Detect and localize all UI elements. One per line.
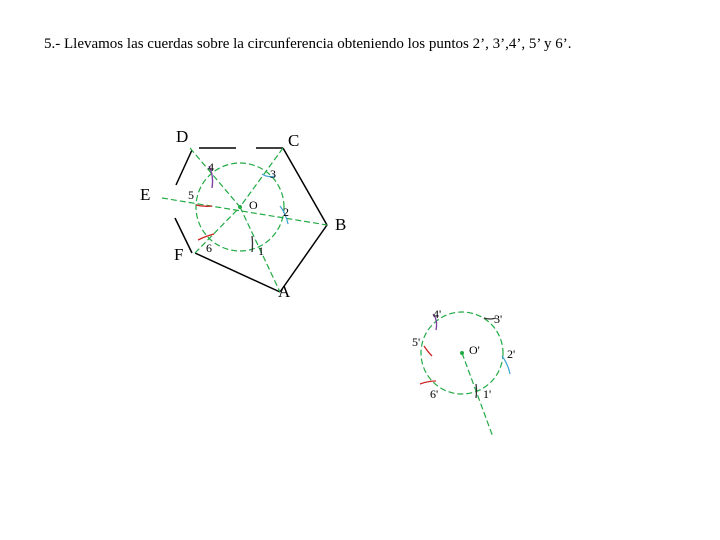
arc-mark-5-prime bbox=[424, 346, 432, 356]
ray-c-o bbox=[240, 148, 283, 207]
caption-text: 5.- Llevamos las cuerdas sobre la circunferencia obteniendo los puntos 2’, 3’,4’, 5’ y 6’. bbox=[44, 36, 572, 52]
center-point-o-prime bbox=[460, 351, 464, 355]
label-o: O bbox=[249, 198, 258, 212]
polygon-outline bbox=[175, 148, 327, 292]
label-o-prime: O' bbox=[469, 343, 480, 357]
label-point-5: 5 bbox=[188, 188, 194, 202]
label-point-2-prime: 2' bbox=[507, 347, 516, 361]
ray-f-o bbox=[195, 207, 240, 253]
label-point-6: 6 bbox=[206, 241, 212, 255]
label-f: F bbox=[174, 245, 184, 264]
arc-mark-6 bbox=[198, 234, 214, 240]
label-point-6-prime: 6' bbox=[430, 387, 439, 401]
label-d: D bbox=[176, 127, 189, 146]
edge-d-e bbox=[176, 150, 192, 185]
label-point-4: 4 bbox=[208, 160, 214, 174]
label-c: C bbox=[288, 131, 300, 150]
polygon-figure bbox=[140, 127, 346, 301]
label-point-1: 1 bbox=[258, 244, 264, 258]
label-point-4-prime: 4' bbox=[433, 307, 442, 321]
edge-a-f bbox=[195, 253, 280, 292]
circle2-construction bbox=[421, 312, 503, 437]
label-b: B bbox=[335, 215, 347, 234]
circle-figure bbox=[412, 307, 515, 437]
label-point-1-prime: 1' bbox=[483, 387, 492, 401]
center-point-o bbox=[238, 205, 242, 209]
edge-c-b bbox=[283, 148, 327, 225]
ray-e-b bbox=[162, 198, 327, 225]
construction-lines bbox=[162, 148, 327, 292]
label-a: A bbox=[278, 282, 291, 301]
circle2-compass-marks bbox=[420, 314, 510, 398]
label-point-2: 2 bbox=[283, 205, 289, 219]
arc-mark-1 bbox=[252, 236, 253, 252]
label-point-3-prime: 3' bbox=[494, 312, 503, 326]
label-point-3: 3 bbox=[270, 167, 276, 181]
label-point-5-prime: 5' bbox=[412, 335, 421, 349]
label-e: E bbox=[140, 185, 151, 204]
arc-mark-1-prime bbox=[476, 384, 477, 398]
